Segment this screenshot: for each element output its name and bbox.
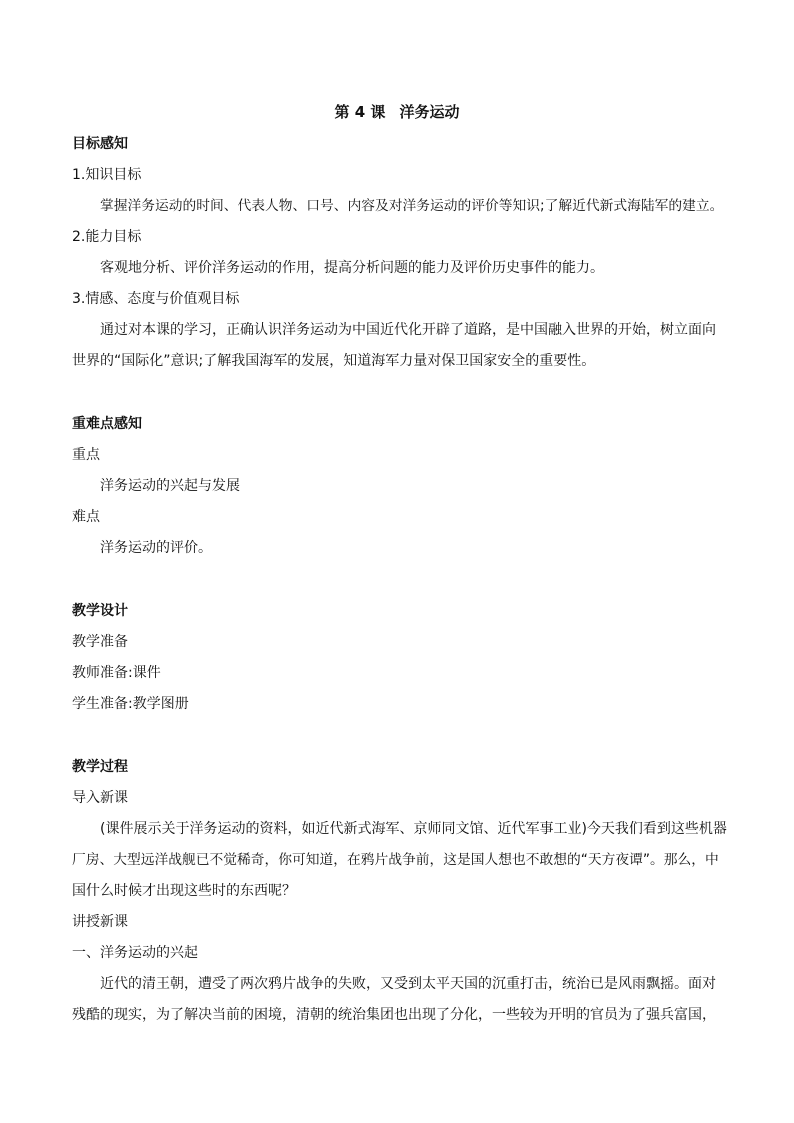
key-point-label: 重点: [72, 447, 100, 463]
ability-goal-text: 客观地分析、评价洋务运动的作用，提高分析问题的能力及评价历史事件的能力。: [100, 260, 604, 276]
intro-text-line2: 厂房、大型远洋战舰已不觉稀奇，你可知道，在鸦片战争前，这是国人想也不敢想的“天方夜谭”。那么，中: [72, 852, 719, 868]
ability-goal-label: 2.能力目标: [72, 229, 142, 245]
difficult-point-label: 难点: [72, 509, 100, 525]
student-prep: 学生准备:教学图册: [72, 696, 189, 712]
intro-text-line1: (课件展示关于洋务运动的资料，如近代新式海军、京师同文馆、近代军事工业)今天我们看到这些机器: [100, 821, 727, 837]
section1-text-line2: 残酷的现实，为了解决当前的困境，清朝的统治集团也出现了分化，一些较为开明的官员为了强兵富国，: [72, 1007, 716, 1023]
process-heading: 教学过程: [72, 759, 128, 775]
new-lesson-label: 讲授新课: [72, 914, 128, 930]
teacher-prep: 教师准备:课件: [72, 665, 161, 681]
prep-label: 教学准备: [72, 634, 128, 650]
page-title: [0, 102, 794, 122]
emotion-goal-label: 3.情感、态度与价值观目标: [72, 291, 240, 307]
intro-text-line3: 国什么时候才出现这些时的东西呢？: [72, 883, 296, 899]
section1-text-line1: 近代的清王朝，遭受了两次鸦片战争的失败，又受到太平天国的沉重打击，统治已是风雨飘摇。面对: [100, 976, 716, 992]
emotion-goal-text-line2: 世界的“国际化”意识;了解我国海军的发展，知道海军力量对保卫国家安全的重要性。: [72, 353, 596, 369]
emotion-goal-text-line1: 通过对本课的学习，正确认识洋务运动为中国近代化开辟了道路，是中国融入世界的开始，树立面向: [100, 322, 716, 338]
intro-label: 导入新课: [72, 790, 128, 806]
key-points-heading: 重难点感知: [72, 416, 142, 432]
section1-heading: 一、洋务运动的兴起: [72, 945, 198, 961]
key-point-text: 洋务运动的兴起与发展: [100, 478, 240, 494]
goals-heading: 目标感知: [72, 136, 128, 152]
knowledge-goal-label: 1.知识目标: [72, 167, 142, 183]
design-heading: 教学设计: [72, 603, 128, 619]
knowledge-goal-text: 掌握洋务运动的时间、代表人物、口号、内容及对洋务运动的评价等知识;了解近代新式海陆军的建立。: [100, 198, 724, 214]
difficult-point-text: 洋务运动的评价。: [100, 540, 212, 556]
lesson-number: 第 4 课: [334, 103, 386, 121]
lesson-name: 洋务运动: [399, 103, 460, 121]
